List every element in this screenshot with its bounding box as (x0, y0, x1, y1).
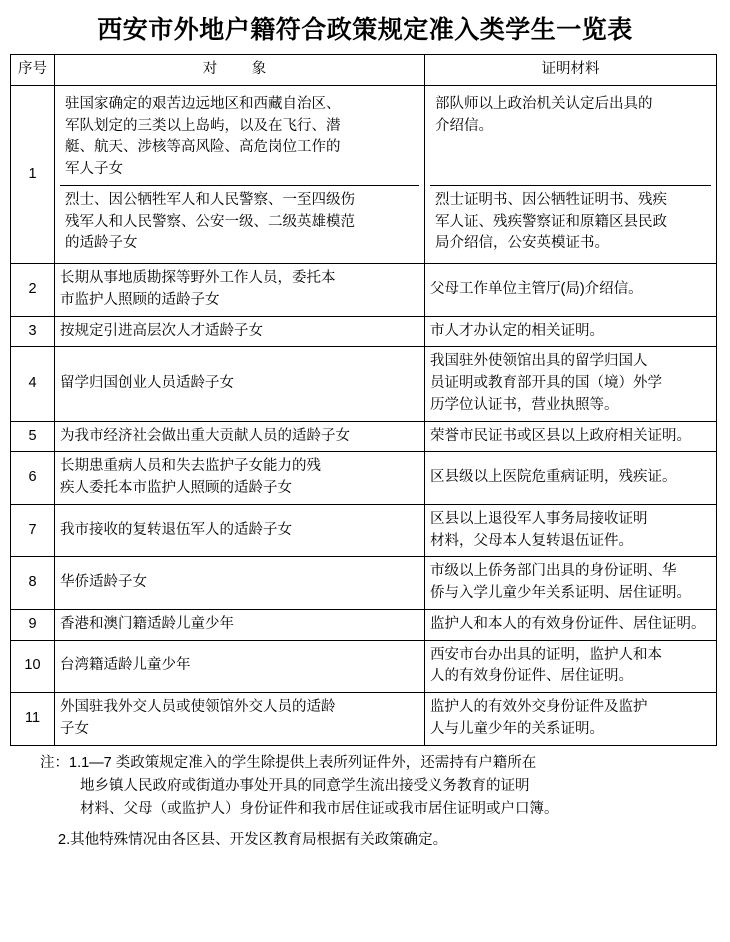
table-row (11, 264, 717, 317)
row-object-part1: 驻国家确定的艰苦边远地区和西藏自治区、 军队划定的三类以上岛屿，以及在飞行、潜 艇、航天、涉核等高风险、高危岗位工作的 军人子女 (65, 95, 341, 177)
table-row (11, 640, 717, 693)
row-document: 父母工作单位主管厅(局)介绍信。 (425, 264, 717, 317)
row-number: 4 (11, 347, 55, 421)
column-header-object-text: 对 象 (202, 61, 277, 77)
row-number: 7 (11, 504, 55, 557)
row-object: 台湾籍适龄儿童少年 (55, 640, 425, 693)
column-header-object (55, 55, 425, 86)
column-header-no: 序号 (11, 55, 55, 86)
notes-section (10, 752, 720, 853)
policy-table (10, 54, 717, 746)
row-object: 我市接收的复转退伍军人的适龄子女 (55, 504, 425, 557)
row-object: 按规定引进高层次人才适龄子女 (55, 316, 425, 347)
row-object (55, 85, 425, 263)
note-1-line-2: 地乡镇人民政府或街道办事处开具的同意学生流出接受义务教育的证明 (80, 777, 530, 794)
row-number: 11 (11, 693, 55, 746)
row-document: 区县级以上医院危重病证明，残疾证。 (425, 452, 717, 505)
row-object-part2: 烈士、因公牺牲军人和人民警察、一至四级伤 残军人和人民警察、公安一级、二级英雄模范 的适龄子女 (60, 185, 419, 259)
row-object: 外国驻我外交人员或使领馆外交人员的适龄 子女 (55, 693, 425, 746)
note-1-line-3: 材料、父母（或监护人）身份证件和我市居住证或我市居住证明或户口簿。 (80, 800, 559, 817)
row-number: 2 (11, 264, 55, 317)
row-document-part1: 部队师以上政治机关认定后出具的 介绍信。 (435, 95, 653, 134)
row-number: 9 (11, 609, 55, 640)
row-document: 市级以上侨务部门出具的身份证明、华 侨与入学儿童少年关系证明、居住证明。 (425, 557, 717, 610)
row-number: 3 (11, 316, 55, 347)
table-row (11, 452, 717, 505)
row-document: 我国驻外使领馆出具的留学归国人 员证明或教育部开具的国（境）外学 历学位认证书，营业执照等。 (425, 347, 717, 421)
row-object: 香港和澳门籍适龄儿童少年 (55, 609, 425, 640)
table-row (11, 557, 717, 610)
row-document: 市人才办认定的相关证明。 (425, 316, 717, 347)
row-object: 为我市经济社会做出重大贡献人员的适龄子女 (55, 421, 425, 452)
table-row (11, 347, 717, 421)
table-row (11, 421, 717, 452)
row-document-part2: 烈士证明书、因公牺牲证明书、残疾 军人证、残疾警察证和原籍区县民政 局介绍信，公安英模证书。 (430, 185, 711, 259)
table-row (11, 504, 717, 557)
note-2: 2.其他特殊情况由各区县、开发区教育局根据有关政策确定。 (58, 832, 448, 849)
row-document: 监护人的有效外交身份证件及监护 人与儿童少年的关系证明。 (425, 693, 717, 746)
table-row (11, 316, 717, 347)
row-object: 长期患重病人员和失去监护子女能力的残 疾人委托本市监护人照顾的适龄子女 (55, 452, 425, 505)
row-document: 区县以上退役军人事务局接收证明 材料，父母本人复转退伍证件。 (425, 504, 717, 557)
row-document (425, 85, 717, 263)
column-header-document: 证明材料 (425, 55, 717, 86)
row-number: 10 (11, 640, 55, 693)
row-document: 监护人和本人的有效身份证件、居住证明。 (425, 609, 717, 640)
table-row (11, 609, 717, 640)
row-document: 荣誉市民证书或区县以上政府相关证明。 (425, 421, 717, 452)
row-number: 5 (11, 421, 55, 452)
row-object: 长期从事地质勘探等野外工作人员，委托本 市监护人照顾的适龄子女 (55, 264, 425, 317)
row-number: 8 (11, 557, 55, 610)
table-row (11, 693, 717, 746)
row-number: 1 (11, 85, 55, 263)
row-object: 华侨适龄子女 (55, 557, 425, 610)
row-document: 西安市台办出具的证明，监护人和本 人的有效身份证件、居住证明。 (425, 640, 717, 693)
table-row (11, 85, 717, 263)
row-number: 6 (11, 452, 55, 505)
table-header-row (11, 55, 717, 86)
page-title: 西安市外地户籍符合政策规定准入类学生一览表 (97, 16, 633, 44)
note-1-line-1: 注：1.1—7 类政策规定准入的学生除提供上表所列证件外，还需持有户籍所在 (40, 754, 537, 771)
row-object: 留学归国创业人员适龄子女 (55, 347, 425, 421)
